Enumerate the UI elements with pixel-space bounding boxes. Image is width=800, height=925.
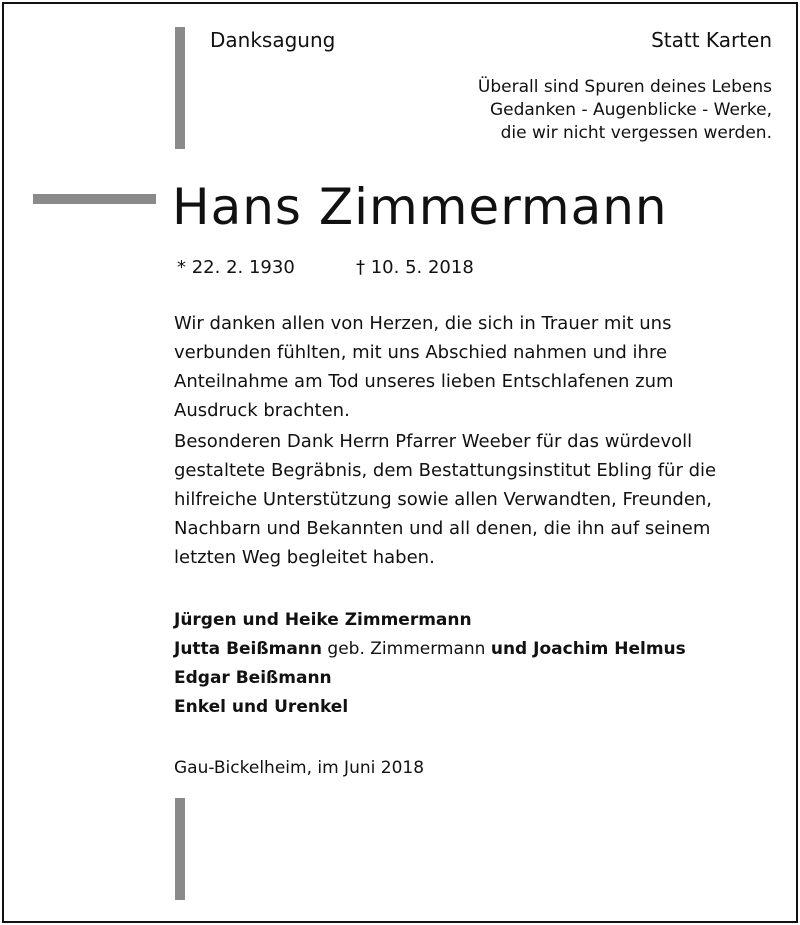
paragraph-line: Nachbarn und Bekannten und all denen, die ihn auf seinem	[174, 518, 711, 539]
paragraph-line: gestaltete Begräbnis, dem Bestattungsinstitut Ebling für die	[174, 460, 717, 481]
thanks-paragraph-1	[174, 309, 674, 425]
quote-line: Gedanken - Augenblicke - Werke,	[489, 100, 772, 120]
birth-date: * 22. 2. 1930	[177, 257, 295, 278]
heading-danksagung: Danksagung	[210, 28, 336, 52]
heading-statt-karten: Statt Karten	[651, 28, 772, 52]
paragraph-line: letzten Weg begleitet haben.	[174, 547, 435, 568]
decorative-bar-top	[175, 27, 185, 149]
signer-2-note: geb. Zimmermann	[322, 639, 491, 659]
decorative-bar-middle	[33, 194, 156, 204]
signer-4: Enkel und Urenkel	[174, 697, 349, 717]
paragraph-line: Wir danken allen von Herzen, die sich in Trauer mit uns	[174, 313, 672, 334]
thanks-paragraph-2	[174, 427, 716, 572]
signer-3: Edgar Beißmann	[174, 668, 332, 688]
paragraph-line: Besonderen Dank Herrn Pfarrer Weeber für das würdevoll	[174, 431, 693, 452]
paragraph-line: Anteilnahme am Tod unseres lieben Entschlafenen zum	[174, 371, 674, 392]
quote-line: die wir nicht vergessen werden.	[500, 123, 772, 143]
paragraph-line: hilfreiche Unterstützung sowie allen Verwandten, Freunden,	[174, 489, 713, 510]
obituary-card	[2, 2, 798, 923]
signer-2a: Jutta Beißmann	[174, 639, 323, 659]
decorative-bar-bottom	[175, 798, 185, 900]
quote-block	[478, 76, 772, 145]
signer-1: Jürgen und Heike Zimmermann	[174, 610, 472, 630]
place-date: Gau-Bickelheim, im Juni 2018	[174, 758, 425, 778]
paragraph-line: verbunden fühlten, mit uns Abschied nahmen und ihre	[174, 342, 668, 363]
signer-2b: und Joachim Helmus	[490, 639, 686, 659]
paragraph-line: Ausdruck brachten.	[174, 400, 350, 421]
quote-line: Überall sind Spuren deines Lebens	[477, 77, 772, 97]
death-date: † 10. 5. 2018	[356, 257, 474, 278]
deceased-name: Hans Zimmermann	[172, 178, 668, 236]
signers-block	[174, 606, 686, 722]
